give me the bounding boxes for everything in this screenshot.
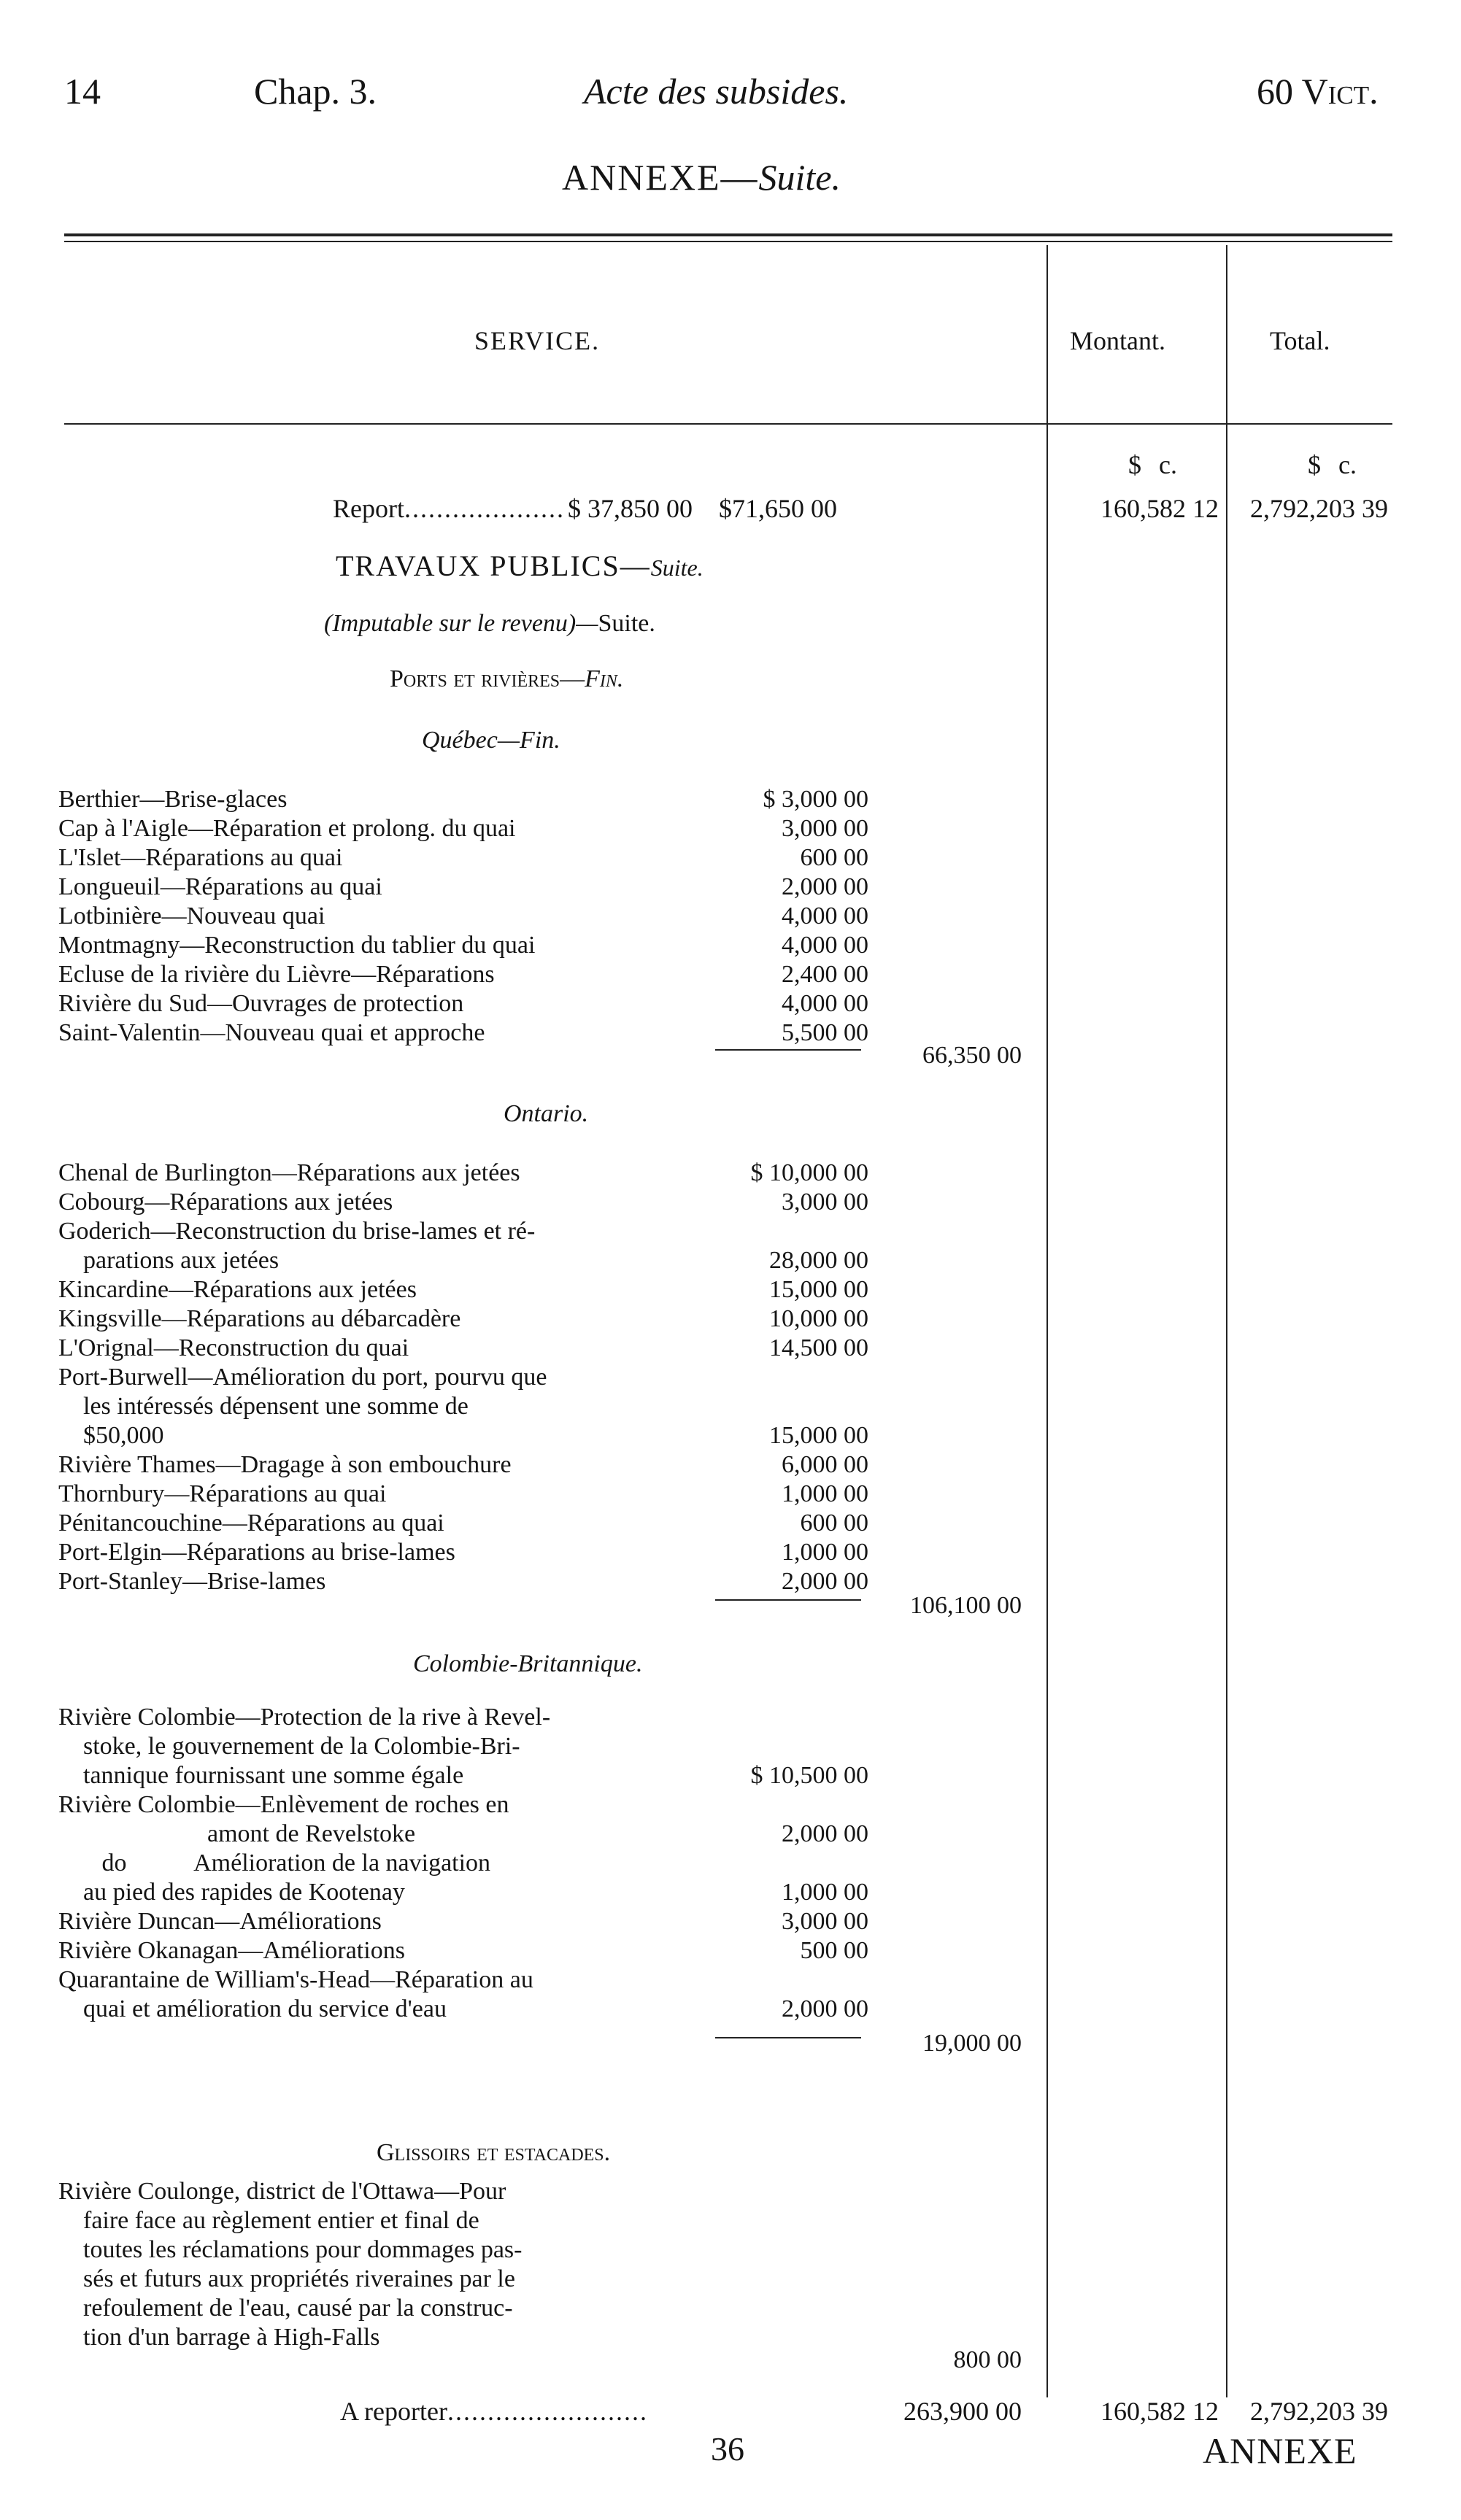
- ledger-line-amount: 3,000 00: [782, 1908, 868, 1935]
- ledger-line: [58, 1421, 868, 1450]
- ledger-line-label: Rivière Duncan—Améliorations: [58, 1908, 382, 1935]
- montant-dollar-sign: $: [1128, 450, 1141, 479]
- ledger-line-label: Montmagny—Reconstruction du tablier du quai: [58, 932, 536, 959]
- ledger-line: [58, 1790, 715, 1820]
- ledger-line-amount: 2,400 00: [782, 961, 868, 988]
- annexe-title-suffix: Suite.: [758, 157, 841, 198]
- ledger-line: [58, 1849, 715, 1878]
- a-reporter-row: [340, 2396, 648, 2427]
- total-dollar-sign: $: [1308, 450, 1321, 479]
- column-divider-montant: [1226, 245, 1227, 2397]
- total-currency: [1308, 449, 1357, 480]
- ports-heading-suffix: Fin.: [585, 665, 624, 692]
- ontario-subtotal: 106,100 00: [910, 1592, 1022, 1619]
- annexe-title-main: ANNEXE—: [562, 157, 759, 198]
- montant-currency: [1128, 449, 1177, 480]
- ledger-line: [58, 960, 868, 989]
- ledger-line-label: Lotbinière—Nouveau quai: [58, 903, 325, 929]
- ledger-line-label: Chenal de Burlington—Réparations aux jetées: [58, 1159, 520, 1186]
- ledger-line: [58, 1703, 715, 1732]
- ledger-line-label: $50,000: [58, 1422, 164, 1449]
- ledger-line: [58, 989, 868, 1019]
- ledger-line-amount: 2,000 00: [782, 1820, 868, 1847]
- ledger-line: [58, 1275, 868, 1305]
- glissoirs-heading: Glissoirs et estacades.: [377, 2139, 611, 2166]
- revenue-note-plain: Suite.: [598, 610, 655, 637]
- ledger-line-amount: 3,000 00: [782, 1189, 868, 1215]
- ledger-line-amount: 1,000 00: [782, 1539, 868, 1566]
- ledger-line: [58, 785, 868, 814]
- ledger-line-label: Longueuil—Réparations au quai: [58, 873, 382, 900]
- ledger-line: [58, 873, 868, 902]
- ledger-line: [58, 1334, 868, 1363]
- regnal-year: 60 Vict.: [1257, 71, 1379, 112]
- quebec-subtotal-rule: [715, 1049, 861, 1051]
- ledger-line-amount: 4,000 00: [782, 903, 868, 929]
- ledger-line-amount: $ 10,500 00: [750, 1762, 868, 1789]
- ledger-line-label: Pénitancouchine—Réparations au quai: [58, 1510, 444, 1537]
- glissoirs-line-text: faire face au règlement entier et final de: [58, 2207, 479, 2234]
- ledger-line: [58, 1480, 868, 1509]
- ledger-line-amount: 2,000 00: [782, 873, 868, 900]
- ledger-line: [58, 1392, 715, 1421]
- ledger-line: [58, 1246, 868, 1275]
- ledger-line-amount: $ 3,000 00: [763, 786, 868, 813]
- report-left-amount: $ 37,850 00: [567, 494, 693, 523]
- section-title-main: TRAVAUX PUBLICS—: [336, 549, 651, 582]
- act-title: Acte des subsides.: [584, 71, 849, 112]
- ledger-line-label: Rivière du Sud—Ouvrages de protection: [58, 990, 464, 1017]
- ledger-line-amount: 2,000 00: [782, 1568, 868, 1595]
- ledger-line-amount: 600 00: [800, 1510, 868, 1537]
- ledger-line: [58, 1567, 868, 1596]
- ledger-line-amount: 5,500 00: [782, 1019, 868, 1046]
- ledger-line-amount: 3,000 00: [782, 815, 868, 842]
- ledger-line-amount: 1,000 00: [782, 1480, 868, 1507]
- ledger-line-label: stoke, le gouvernement de la Colombie-Bri-: [58, 1733, 520, 1760]
- report-leader: ....................: [404, 494, 565, 523]
- ledger-line: [58, 902, 868, 931]
- a-reporter-total: 2,792,203 39: [1250, 2397, 1388, 2426]
- ledger-line-amount: 4,000 00: [782, 990, 868, 1017]
- column-divider-service: [1046, 245, 1048, 2397]
- ledger-line: [58, 1450, 868, 1480]
- ledger-line-amount: 28,000 00: [769, 1247, 868, 1274]
- ledger-line: [58, 1363, 715, 1392]
- ledger-line: [58, 1761, 868, 1790]
- ledger-line-amount: 4,000 00: [782, 932, 868, 959]
- ledger-line-label: au pied des rapides de Kootenay: [58, 1879, 405, 1906]
- ledger-line: [58, 1995, 868, 2024]
- glissoirs-line-text: sés et futurs aux propriétés riveraines par le: [58, 2265, 515, 2292]
- glissoirs-line-text: toutes les réclamations pour dommages pas-: [58, 2236, 523, 2263]
- ledger-line: [58, 1305, 868, 1334]
- ledger-line-label: Rivière Okanagan—Améliorations: [58, 1937, 405, 1964]
- ledger-line-amount: 1,000 00: [782, 1879, 868, 1906]
- ledger-line-label: Port-Stanley—Brise-lames: [58, 1568, 326, 1595]
- glissoirs-line-text: tion d'un barrage à High-Falls: [58, 2324, 380, 2351]
- ledger-line: [58, 1217, 715, 1246]
- top-rule-thin: [64, 241, 1392, 242]
- ledger-line: [58, 1878, 868, 1907]
- ledger-line-label: Ecluse de la rivière du Lièvre—Réparations: [58, 961, 495, 988]
- ledger-line-amount: $ 10,000 00: [750, 1159, 868, 1186]
- a-reporter-leader: .........................: [447, 2397, 648, 2426]
- report-label: Report: [333, 494, 404, 523]
- ledger-line-label: Port-Elgin—Réparations au brise-lames: [58, 1539, 455, 1566]
- section-title: [336, 549, 703, 583]
- ledger-line-label: Rivière Colombie—Enlèvement de roches en: [58, 1791, 509, 1818]
- ledger-line-label: Rivière Colombie—Protection de la rive à Revel-: [58, 1704, 551, 1731]
- ledger-line-label: Goderich—Reconstruction du brise-lames et ré-: [58, 1218, 536, 1245]
- ledger-line: [58, 814, 868, 843]
- ledger-line-label: Cap à l'Aigle—Réparation et prolong. du quai: [58, 815, 516, 842]
- ledger-line: [58, 931, 868, 960]
- catchword: ANNEXE: [1203, 2430, 1357, 2471]
- ledger-line-label: Kingsville—Réparations au débarcadère: [58, 1305, 461, 1332]
- ledger-line-label: Kincardine—Réparations aux jetées: [58, 1276, 417, 1303]
- ledger-line-label: Port-Burwell—Amélioration du port, pourvu que: [58, 1364, 547, 1391]
- ledger-line-label: Saint-Valentin—Nouveau quai et approche: [58, 1019, 485, 1046]
- ledger-line: [58, 1159, 868, 1188]
- ledger-line: [58, 1820, 868, 1849]
- a-reporter-subtotal: 263,900 00: [903, 2397, 1022, 2426]
- section-title-suffix: Suite.: [650, 554, 703, 581]
- ledger-line-label: parations aux jetées: [58, 1247, 280, 1274]
- glissoirs-amount: 800 00: [953, 2346, 1022, 2373]
- ledger-line-label: tannique fournissant une somme égale: [58, 1762, 464, 1789]
- colombie-subtotal: 19,000 00: [922, 2030, 1022, 2057]
- ledger-line-amount: 15,000 00: [769, 1276, 868, 1303]
- ports-heading: [390, 665, 623, 693]
- ledger-line-label: Quarantaine de William's-Head—Réparation au: [58, 1966, 533, 1993]
- a-reporter-montant: 160,582 12: [1100, 2397, 1219, 2426]
- ledger-line-label: Rivière Thames—Dragage à son embouchure: [58, 1451, 512, 1478]
- ports-heading-main: Ports et rivières—: [390, 665, 585, 692]
- a-reporter-label: A reporter: [340, 2397, 447, 2426]
- ledger-line-label: L'Orignal—Reconstruction du quai: [58, 1334, 409, 1361]
- ledger-line-label: do Amélioration de la navigation: [58, 1850, 491, 1877]
- column-header-montant: Montant.: [1070, 326, 1165, 355]
- report-row: [333, 493, 837, 524]
- chapter-label: Chap. 3.: [254, 71, 377, 112]
- header-bottom-rule: [64, 423, 1392, 425]
- ledger-line-amount: 6,000 00: [782, 1451, 868, 1478]
- glissoirs-line-text: Rivière Coulonge, district de l'Ottawa—Pour: [58, 2178, 506, 2205]
- ledger-line: [58, 1936, 868, 1966]
- column-header-total: Total.: [1270, 326, 1330, 355]
- ledger-line-amount: 10,000 00: [769, 1305, 868, 1332]
- ledger-line-amount: 2,000 00: [782, 1995, 868, 2022]
- ontario-heading: Ontario.: [504, 1100, 589, 1127]
- ledger-line-amount: 500 00: [800, 1937, 868, 1964]
- ledger-line: [58, 1538, 868, 1567]
- total-cents-sign: c.: [1338, 450, 1357, 479]
- ledger-line-amount: 15,000 00: [769, 1422, 868, 1449]
- revenue-note: [324, 610, 655, 638]
- montant-cents-sign: c.: [1159, 450, 1177, 479]
- ledger-line-amount: 600 00: [800, 844, 868, 871]
- page-number: 14: [64, 71, 101, 112]
- annexe-title: [562, 156, 841, 198]
- ledger-line-amount: 14,500 00: [769, 1334, 868, 1361]
- ledger-line-label: Cobourg—Réparations aux jetées: [58, 1189, 393, 1215]
- report-total: 2,792,203 39: [1250, 494, 1388, 523]
- ledger-line-label: amont de Revelstoke: [58, 1820, 416, 1847]
- quebec-subtotal: 66,350 00: [922, 1042, 1022, 1069]
- ledger-line-label: les intéressés dépensent une somme de: [58, 1393, 469, 1420]
- ledger-line: [58, 1907, 868, 1936]
- ledger-line-label: L'Islet—Réparations au quai: [58, 844, 343, 871]
- signature-mark: 36: [711, 2430, 744, 2467]
- ledger-line-label: quai et amélioration du service d'eau: [58, 1995, 447, 2022]
- ledger-line-label: Berthier—Brise-glaces: [58, 786, 288, 813]
- ledger-line: [58, 1188, 868, 1217]
- ledger-line: [58, 1509, 868, 1538]
- revenue-note-italic: (Imputable sur le revenu)—: [324, 610, 598, 637]
- quebec-heading: Québec—Fin.: [422, 727, 560, 754]
- glissoirs-line-text: refoulement de l'eau, causé par la construc-: [58, 2295, 513, 2322]
- ledger-line: [58, 1966, 715, 1995]
- ledger-line: [58, 1019, 868, 1048]
- ledger-line: [58, 843, 868, 873]
- ledger-line-label: Thornbury—Réparations au quai: [58, 1480, 387, 1507]
- ledger-line: [58, 1732, 715, 1761]
- report-montant: 160,582 12: [1100, 494, 1219, 523]
- column-header-service: SERVICE.: [474, 326, 601, 355]
- ontario-subtotal-rule: [715, 1599, 861, 1601]
- colombie-heading: Colombie-Britannique.: [413, 1650, 643, 1677]
- report-right-amount: $71,650 00: [718, 494, 837, 523]
- top-rule-thick: [64, 233, 1392, 236]
- colombie-subtotal-rule: [715, 2037, 861, 2038]
